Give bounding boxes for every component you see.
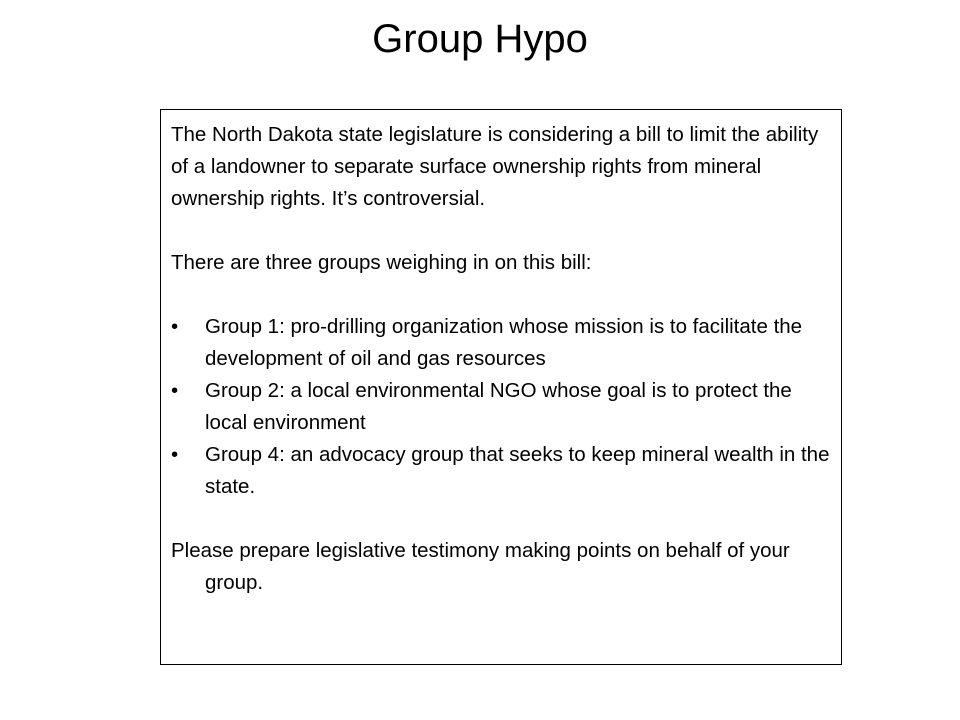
list-item-text: Group 1: pro-drilling organization whose mission is to facilitate the development of oil and gas resources	[205, 315, 803, 370]
list-item	[171, 375, 831, 439]
paragraph-spacer	[171, 215, 831, 247]
bullet-icon: •	[171, 379, 179, 402]
bullet-icon: •	[171, 315, 179, 338]
list-item	[171, 311, 831, 375]
instruction-paragraph: Please prepare legislative testimony making points on behalf of your group.	[171, 539, 790, 594]
content-box	[160, 109, 842, 665]
paragraph-spacer	[171, 279, 831, 311]
intro-paragraph: The North Dakota state legislature is considering a bill to limit the ability of a landowner to separate surface ownership rights from mineral ownership rights. It’s controversial.	[171, 123, 819, 210]
slide-title: Group Hypo	[372, 17, 588, 61]
bullet-icon: •	[171, 443, 179, 466]
list-item-text: Group 4: an advocacy group that seeks to keep mineral wealth in the state.	[205, 443, 830, 498]
paragraph-spacer	[171, 503, 831, 535]
list-item	[171, 439, 831, 503]
groups-intro-paragraph: There are three groups weighing in on this bill:	[171, 251, 592, 274]
list-item-text: Group 2: a local environmental NGO whose goal is to protect the local environment	[205, 379, 792, 434]
groups-list	[171, 311, 831, 503]
